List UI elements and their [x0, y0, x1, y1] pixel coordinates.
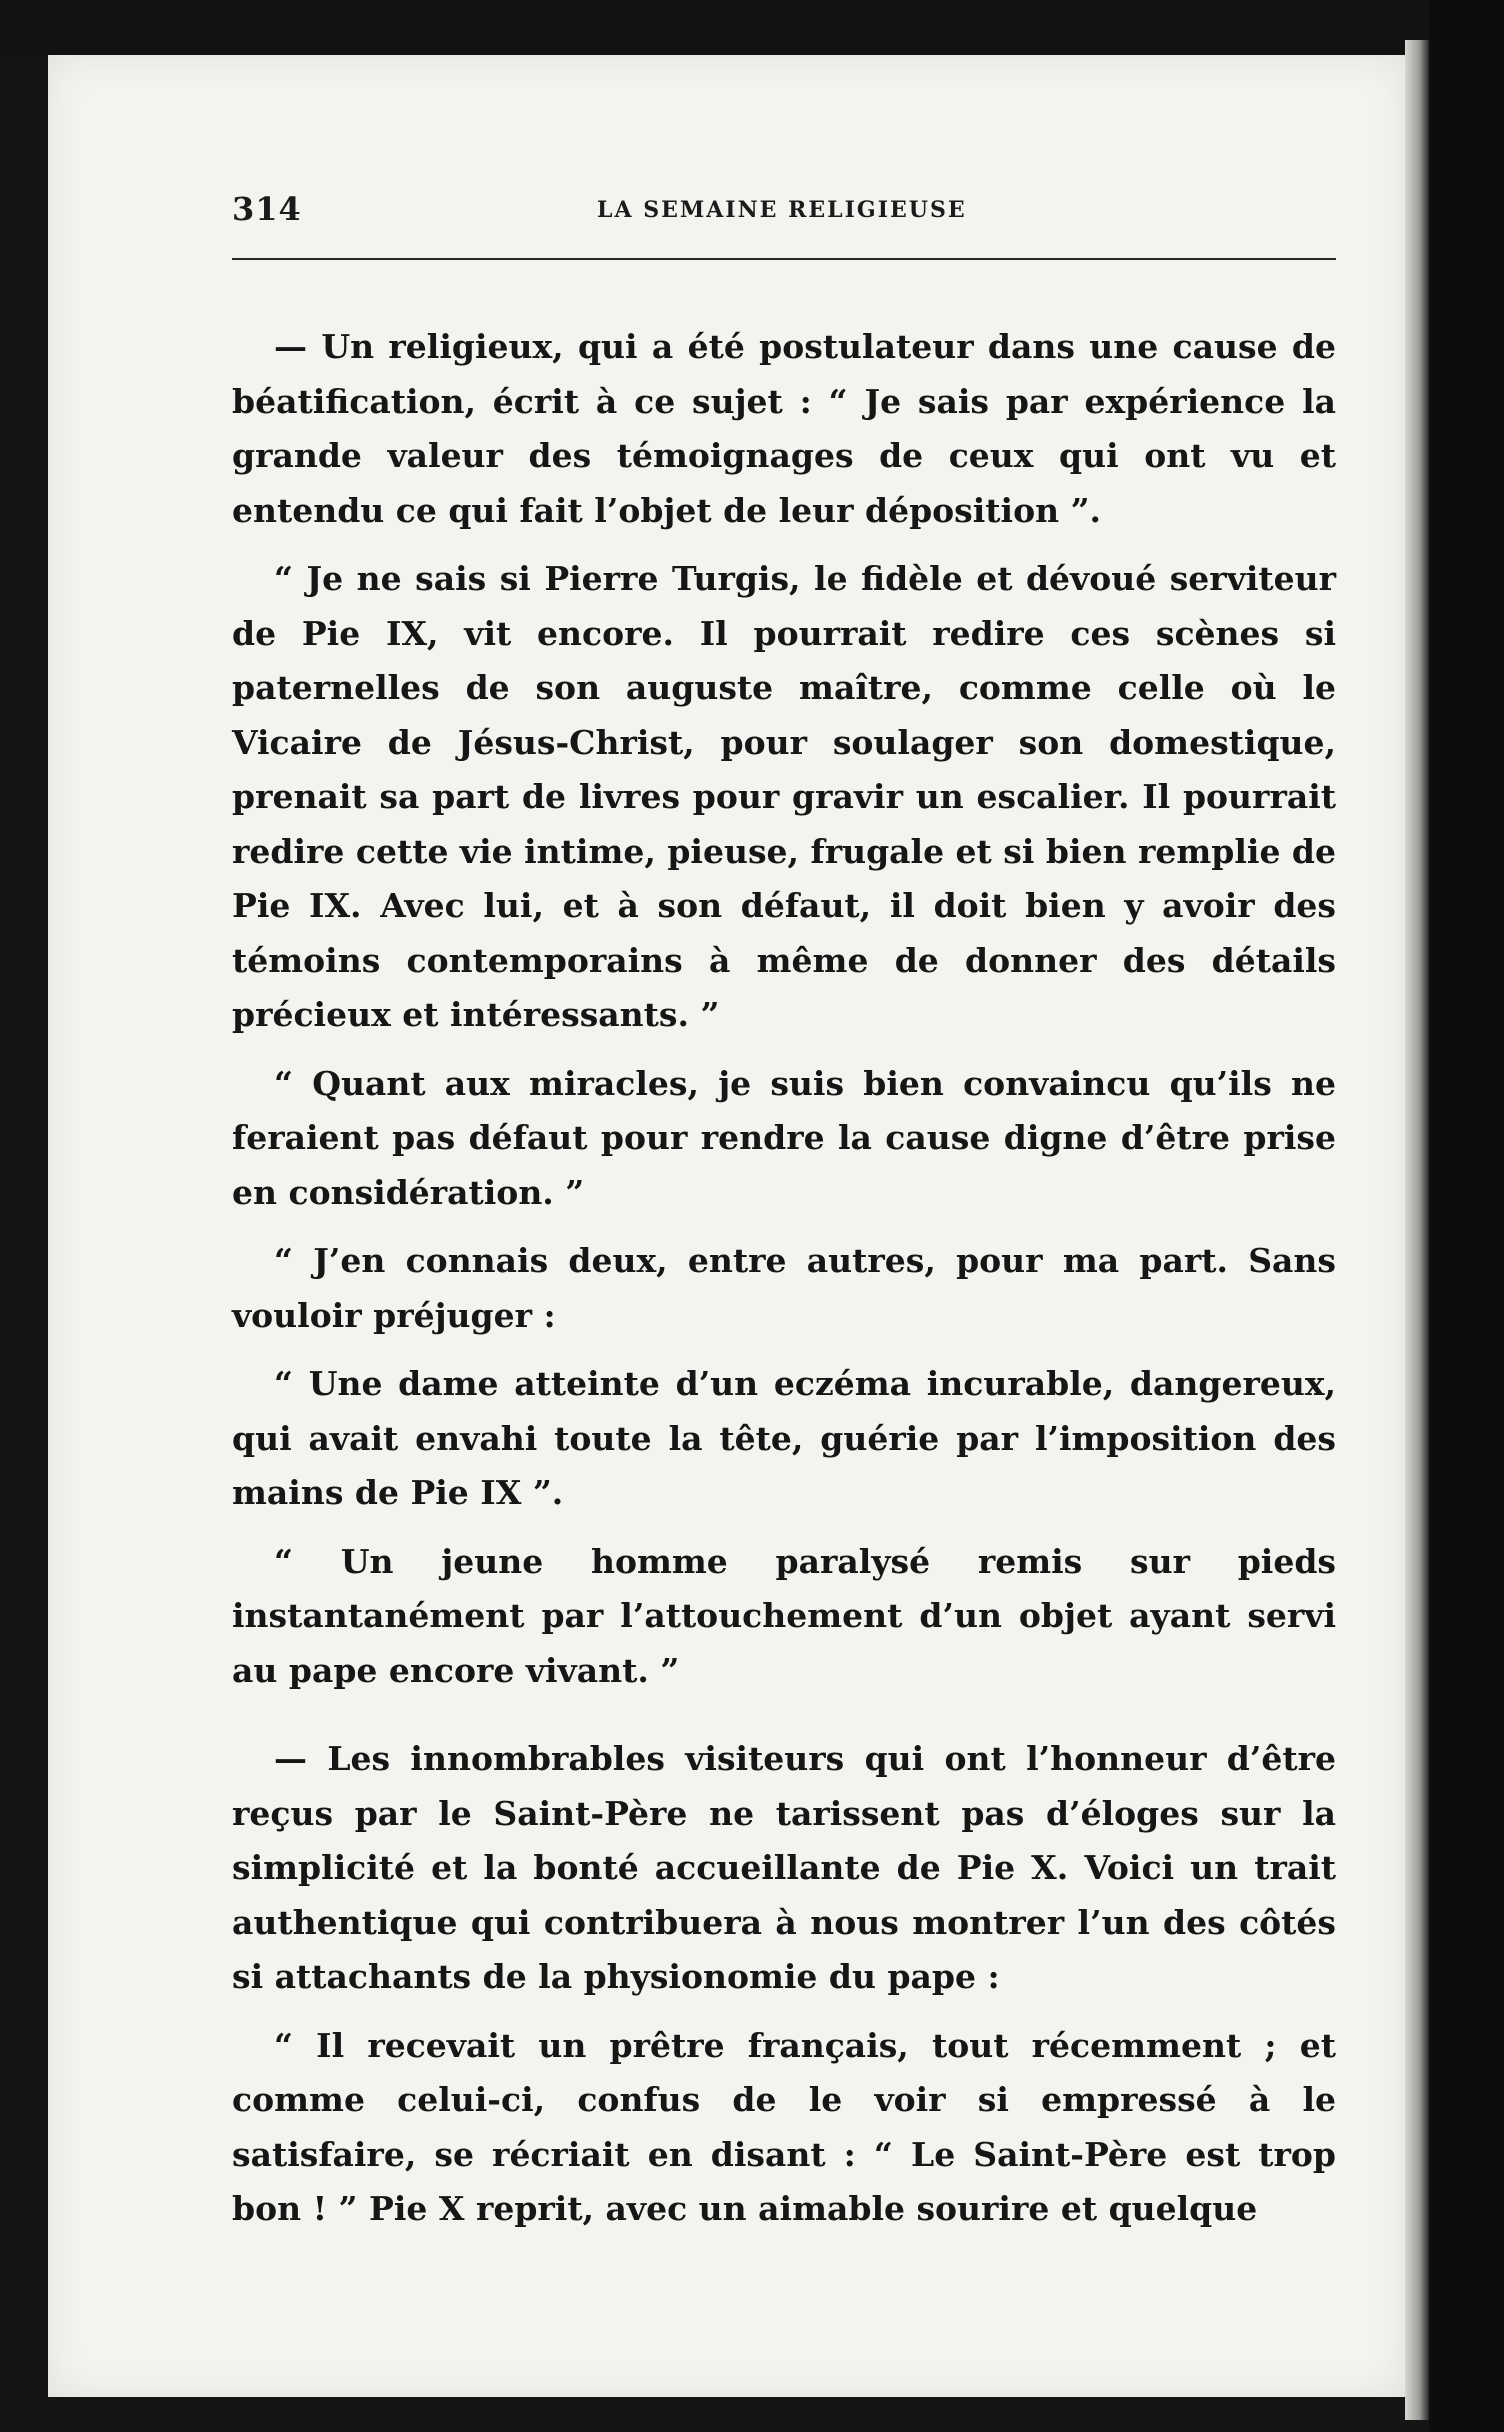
paragraph: — Un religieux, qui a été postulateur dans une cause de béatification, écrit à ce sujet : “ Je sais par expérience la grande valeur des témoignages de ceux qui ont vu et entendu ce qui fait l’objet de leur déposition ”.: [232, 327, 1336, 530]
page-number: 314: [232, 190, 302, 228]
header-rule: [232, 258, 1336, 260]
page-body: [232, 320, 1336, 2237]
paragraph: “ Une dame atteinte d’un eczéma incurable, dangereux, qui avait envahi toute la tête, guérie par l’imposition des mains de Pie IX ”.: [232, 1364, 1336, 1512]
scan-top-border: [0, 0, 1504, 55]
page-edge: [1405, 40, 1429, 2420]
scan-right-border: [1429, 0, 1504, 2432]
paragraph: “ Il recevait un prêtre français, tout récemment ; et comme celui-ci, confus de le voir si empressé à le satisfaire, se récriait en disant : “ Le Saint-Père est trop bon ! ” Pie X reprit, avec un aimable sourire et quelque: [232, 2025, 1336, 2228]
paragraph: “ Un jeune homme paralysé remis sur pieds instantanément par l’attouchement d’un objet ayant servi au pape encore vivant. ”: [232, 1541, 1336, 1690]
paragraph: “ Quant aux miracles, je suis bien convaincu qu’ils ne feraient pas défaut pour rendre la cause digne d’être prise en considération. ”: [232, 1063, 1336, 1212]
paragraph: “ Je ne sais si Pierre Turgis, le fidèle et dévoué serviteur de Pie IX, vit encore. Il pourrait redire ces scènes si paternelles de son auguste maître, comme celle où le Vicaire de Jésus-Christ, pour soulager son domestique, prenait sa part de livres pour gravir un escalier. Il pourrait redire cette vie intime, pieuse, frugale et si bien remplie de Pie IX. Avec lui, et à son défaut, il doit bien y avoir des témoins contemporains à même de donner des détails précieux et intéressants. ”: [232, 559, 1336, 1034]
page-header: [232, 190, 1336, 230]
running-title: LA SEMAINE RELIGIEUSE: [597, 197, 967, 223]
paragraph: — Les innombrables visiteurs qui ont l’honneur d’être reçus par le Saint-Père ne tarissent pas d’éloges sur la simplicité et la bonté accueillante de Pie X. Voici un trait authentique qui contribuera à nous montrer l’un des côtés si attachants de la physionomie du pape :: [232, 1739, 1336, 1996]
paragraph: “ J’en connais deux, entre autres, pour ma part. Sans vouloir préjuger :: [232, 1241, 1336, 1335]
